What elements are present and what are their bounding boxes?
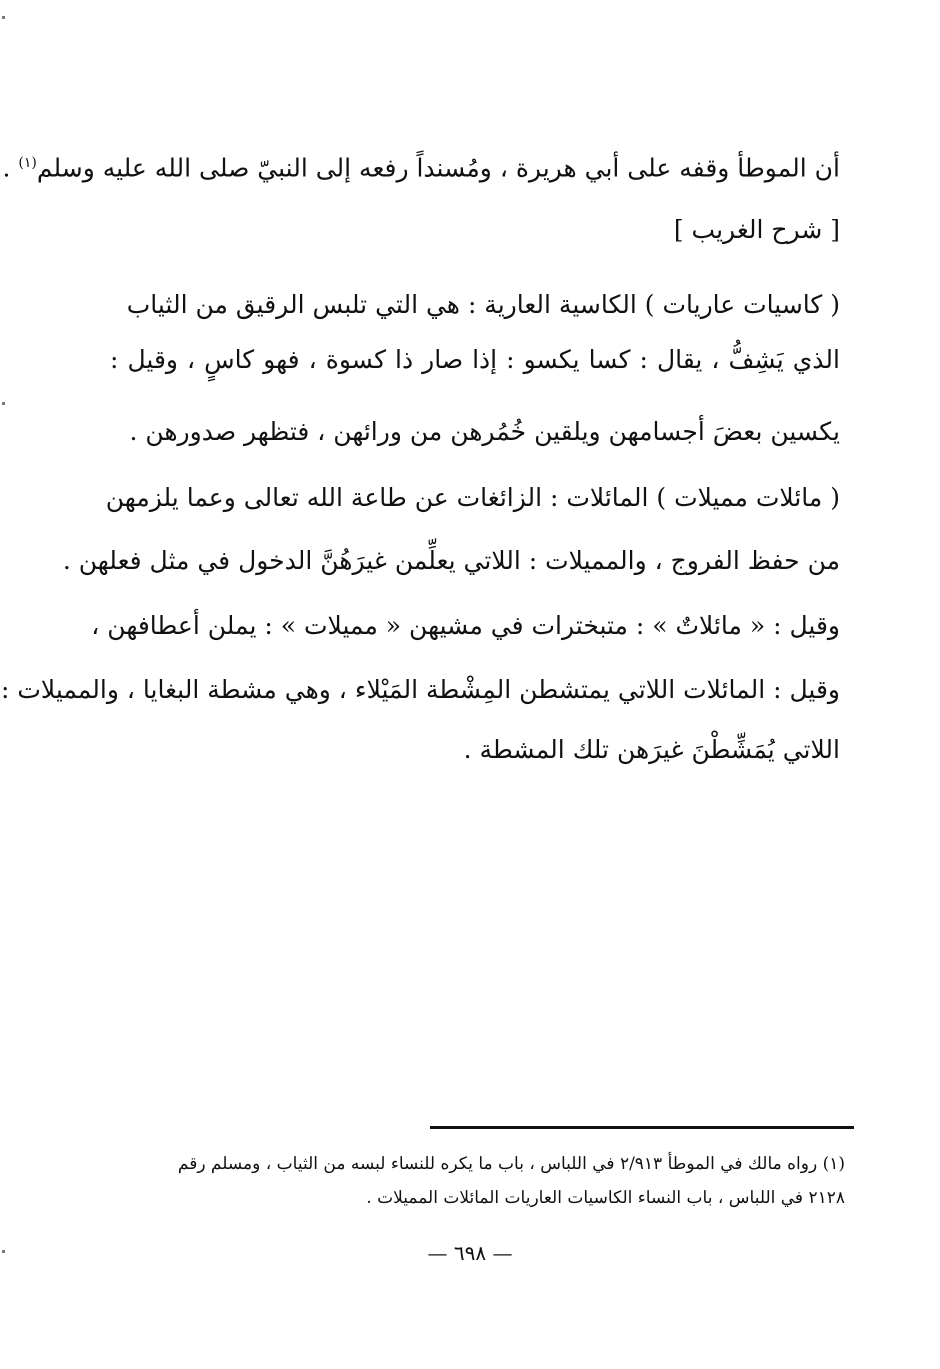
edge-speck <box>2 402 5 405</box>
footnote-line-1: (١) رواه مالك في الموطأ ٢/٩١٣ في اللباس ، باب ما يكره للنساء لبسه من الثياب ، ومسلم رقم <box>177 1154 845 1174</box>
body-line-1-text: أن الموطأ وقفه على أبي هريرة ، ومُسنداً رفعه إلى النبيّ صلى الله عليه وسلم <box>36 153 840 183</box>
body-line-1-end: . <box>2 153 11 183</box>
body-line-9: وقيل : المائلات اللاتي يمتشطن المِشْطة المَيْلاء ، وهي مشطة البغايا ، والمميلات : <box>1 675 840 704</box>
edge-speck <box>2 16 5 19</box>
body-line-1 <box>2 143 840 188</box>
page-number: — ٦٩٨ — <box>427 1241 513 1265</box>
footnote-divider <box>430 1126 854 1129</box>
body-line-8: وقيل : « مائلاتٌ » : متبخترات في مشيهن « مميلات » : يملن أعطافهن ، <box>91 611 840 640</box>
body-line-7: من حفظ الفروج ، والمميلات : اللاتي يعلِّمن غيرَهُنَّ الدخول في مثل فعلهن . <box>62 546 840 575</box>
body-line-6: ( مائلات مميلات ) المائلات : الزائغات عن طاعة الله تعالى وعما يلزمهن <box>105 483 840 512</box>
footnote-reference: (١) <box>18 155 37 171</box>
section-heading: [ شرح الغريب ] <box>673 215 840 244</box>
footnote-line-2: ٢١٢٨ في اللباس ، باب النساء الكاسيات العاريات المائلات المميلات . <box>366 1188 845 1208</box>
body-line-3: ( كاسيات عاريات ) الكاسية العارية : هي التي تلبس الرقيق من الثياب <box>126 290 840 319</box>
body-line-4: الذي يَشِفُّ ، يقال : كسا يكسو : إذا صار ذا كسوة ، فهو كاسٍ ، وقيل : <box>110 345 840 374</box>
body-line-5: يكسين بعضَ أجسامهن ويلقين خُمُرهن من ورائهن ، فتظهر صدورهن . <box>129 417 840 446</box>
body-line-10: اللاتي يُمَشِّطْنَ غيرَهن تلك المشطة . <box>463 735 840 764</box>
main-text <box>1 0 840 800</box>
